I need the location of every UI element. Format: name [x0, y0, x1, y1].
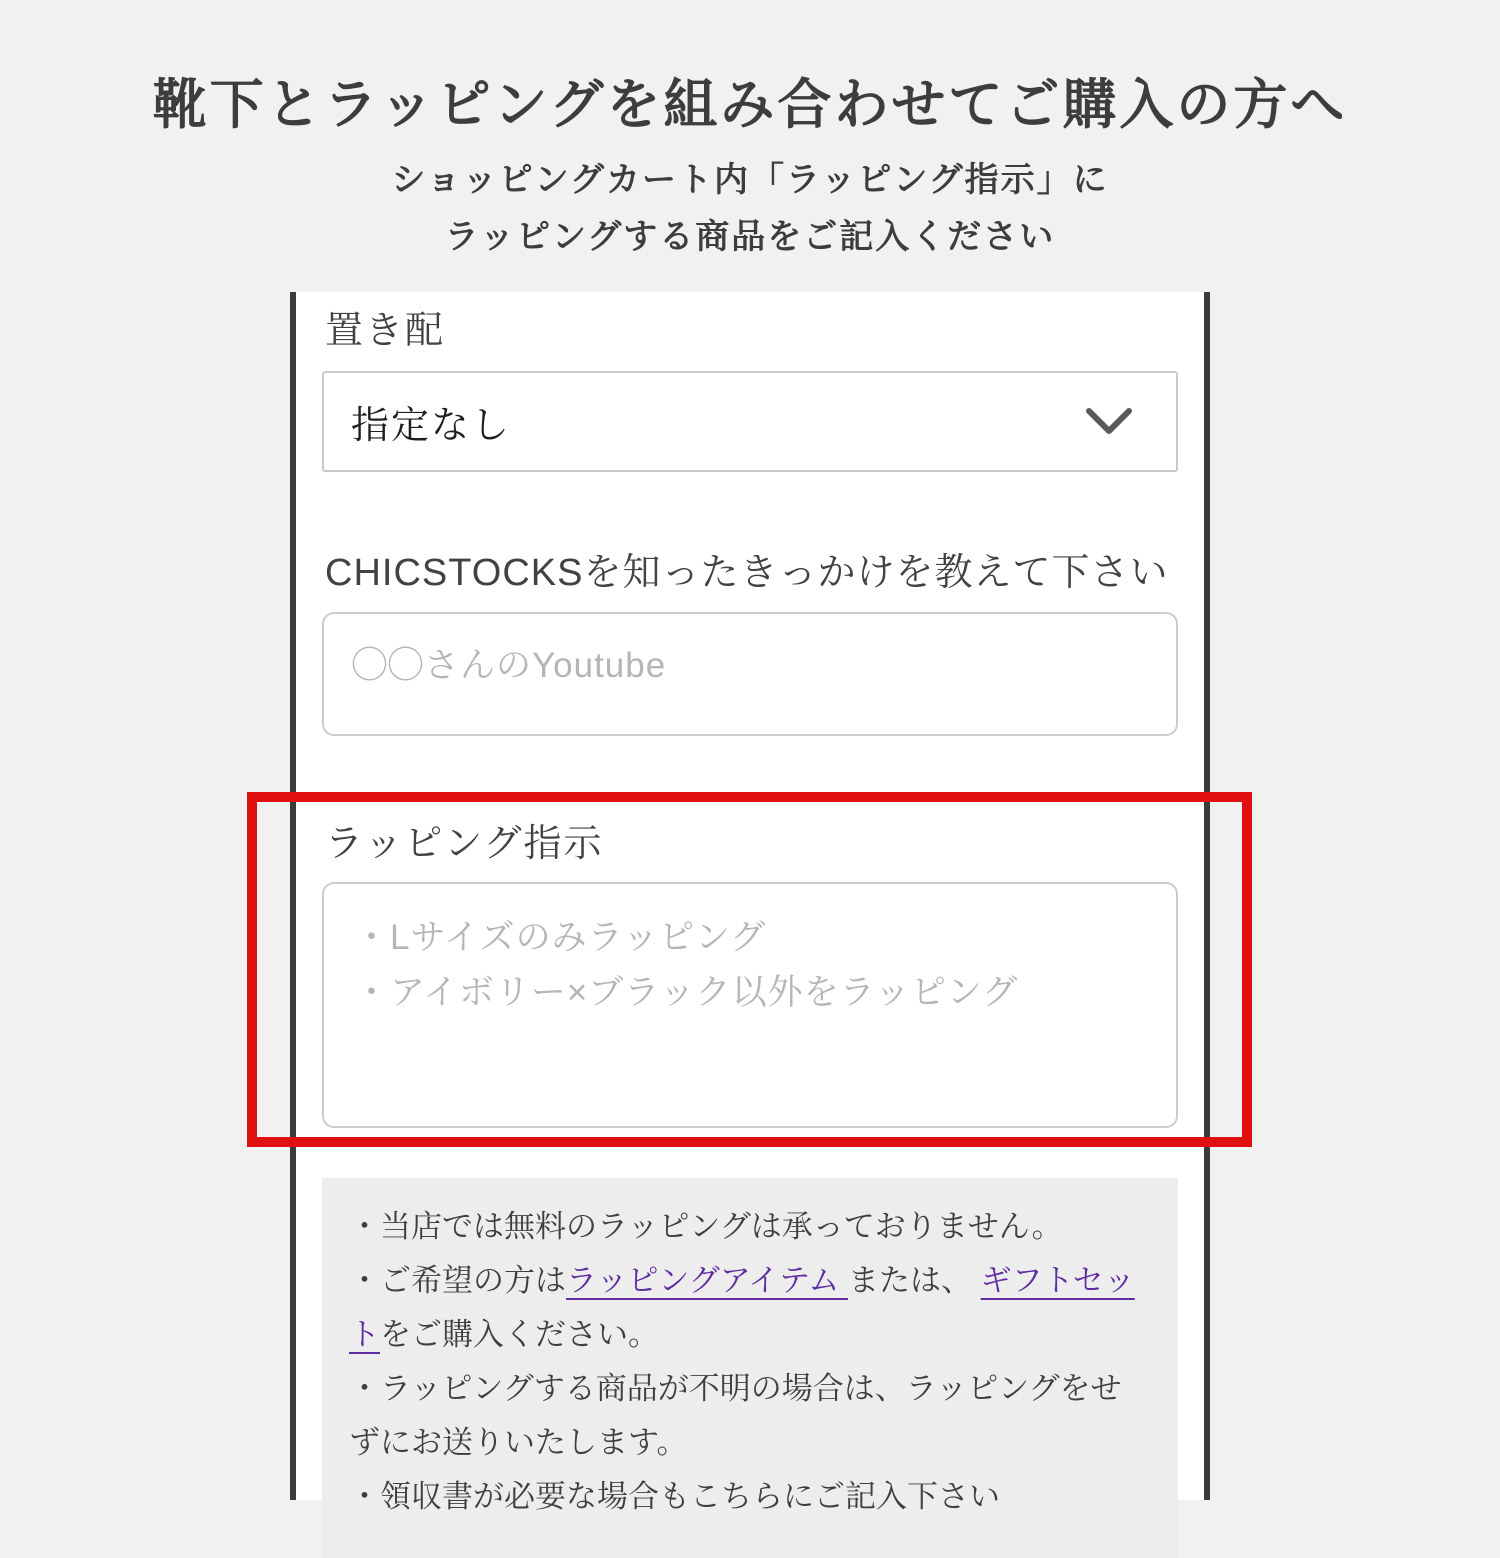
note-link[interactable]: ラッピングアイテム	[566, 1263, 849, 1298]
okihai-select[interactable]	[322, 371, 1178, 472]
note-line	[349, 1308, 1151, 1362]
page-title: 靴下とラッピングを組み合わせてご購入の方へ	[152, 75, 1348, 135]
referral-input[interactable]	[322, 612, 1178, 736]
note-line	[349, 1416, 1151, 1470]
placeholder-line: ・アイボリー×ブラック以外をラッピング	[354, 973, 1019, 1012]
note-text: ずにお送りいたします。	[349, 1425, 688, 1460]
referral-label: CHICSTOCKSを知ったきっかけを教えて下さい	[325, 552, 1169, 594]
page-subtitle	[0, 152, 1500, 266]
note-text: ・領収書が必要な場合もこちらにご記入下さい	[349, 1479, 1000, 1514]
subtitle-line-1: ショッピングカート内「ラッピング指示」に	[391, 161, 1109, 199]
referral-placeholder: ◯◯さんのYoutube	[352, 646, 667, 685]
note-link[interactable]: ギフトセッ	[980, 1263, 1135, 1298]
notes-box	[322, 1178, 1178, 1558]
subtitle-line-2: ラッピングする商品をご記入ください	[444, 218, 1056, 256]
note-text: または、	[848, 1263, 981, 1298]
wrapping-label: ラッピング指示	[325, 823, 604, 865]
wrapping-placeholder	[354, 910, 1176, 1020]
okihai-selected-value: 指定なし	[351, 405, 512, 447]
chevron-down-icon	[1086, 408, 1132, 436]
note-text: ・ご希望の方は	[349, 1263, 566, 1298]
note-text: ・当店では無料のラッピングは承っておりません。	[349, 1209, 1063, 1244]
placeholder-line: ・Lサイズのみラッピング	[354, 918, 767, 957]
note-text: をご購入ください。	[380, 1317, 659, 1352]
note-link[interactable]: ト	[349, 1317, 380, 1352]
note-line	[349, 1254, 1151, 1308]
note-text: ・ラッピングする商品が不明の場合は、ラッピングをせ	[349, 1371, 1122, 1406]
note-line	[349, 1470, 1151, 1524]
okihai-label: 置き配	[325, 310, 446, 352]
note-line	[349, 1200, 1151, 1254]
wrapping-instructions-textarea[interactable]	[322, 882, 1178, 1128]
note-line	[349, 1362, 1151, 1416]
